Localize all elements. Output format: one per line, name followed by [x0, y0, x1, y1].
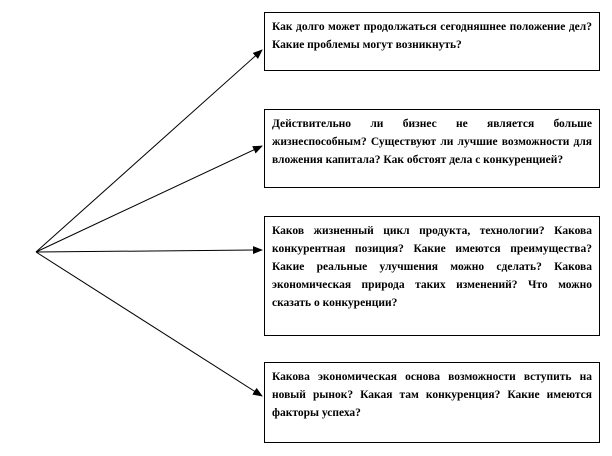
question-box-2 — [264, 109, 600, 188]
question-box-4 — [264, 362, 600, 443]
question-box-1 — [264, 12, 600, 71]
question-text-2: Действительно ли бизнес не является больше жизнеспособным? Существуют ли лучшие возможности для вложения капитала? Как обстоят дела с конкуренцией? — [272, 118, 592, 166]
question-text-3: Каков жизненный цикл продукта, технологии? Какова конкурентная позиция? Какие имеются преимущества? Какие реальные улучшения можно сделать? Какова экономическая природа таких изменений? Что можно сказать о конкуренции? — [272, 225, 592, 309]
arrow-to-question-3 — [36, 250, 262, 252]
arrow-to-question-4 — [36, 252, 262, 396]
arrow-to-question-2 — [36, 146, 262, 252]
question-box-3 — [264, 216, 600, 336]
question-text-1: Как долго может продолжаться сегодняшнее положение дел? Какие проблемы могут возникнуть? — [272, 21, 592, 51]
question-text-4: Какова экономическая основа возможности вступить на новый рынок? Какая там конкуренция? Какие имеются факторы успеха? — [272, 371, 592, 419]
arrow-to-question-1 — [36, 50, 262, 252]
